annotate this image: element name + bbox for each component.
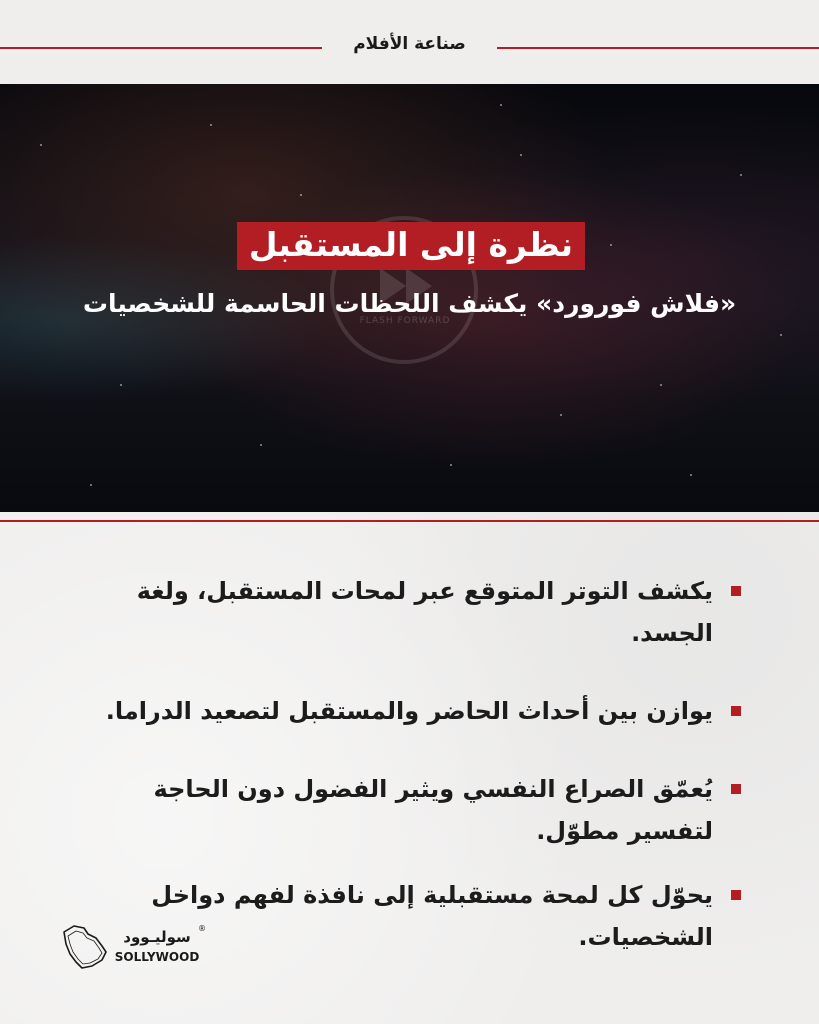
header-divider-left: [0, 47, 322, 49]
header-divider-right: [497, 47, 819, 49]
hero-divider: [0, 520, 819, 522]
bullet-square-icon: [731, 706, 741, 716]
list-item-text: يوازن بين أحداث الحاضر والمستقبل لتصعيد الدراما.: [105, 697, 713, 725]
hero-subtitle: «فلاش فورورد» يكشف اللحظات الحاسمة للشخصيات: [82, 289, 737, 318]
section-header: [0, 30, 819, 66]
bullet-square-icon: [731, 784, 741, 794]
list-item: [61, 570, 741, 654]
saudi-map-icon: [58, 922, 110, 972]
list-item-text: يكشف التوتر المتوقع عبر لمحات المستقبل، ولغة الجسد.: [136, 577, 713, 647]
list-item-text: يحوّل كل لمحة مستقبلية إلى نافذة لفهم دواخل الشخصيات.: [151, 881, 713, 951]
bullet-square-icon: [731, 890, 741, 900]
hero-banner: [0, 84, 819, 512]
list-item: [61, 768, 741, 852]
hero-title: نظرة إلى المستقبل: [237, 222, 585, 270]
registered-mark: ®: [198, 924, 206, 933]
flash-forward-logo-text: FLASH FORWARD: [359, 316, 451, 326]
list-item: [61, 690, 741, 732]
brand-name-english: SOLLYWOOD: [114, 950, 200, 964]
list-item-text: يُعمّق الصراع النفسي ويثير الفضول دون الحاجة لتفسير مطوّل.: [153, 775, 713, 845]
section-label: صناعة الأفلام: [353, 34, 466, 54]
brand-name-arabic: سوليـوود: [123, 928, 191, 946]
bullet-square-icon: [731, 586, 741, 596]
brand-logo: [58, 918, 208, 978]
